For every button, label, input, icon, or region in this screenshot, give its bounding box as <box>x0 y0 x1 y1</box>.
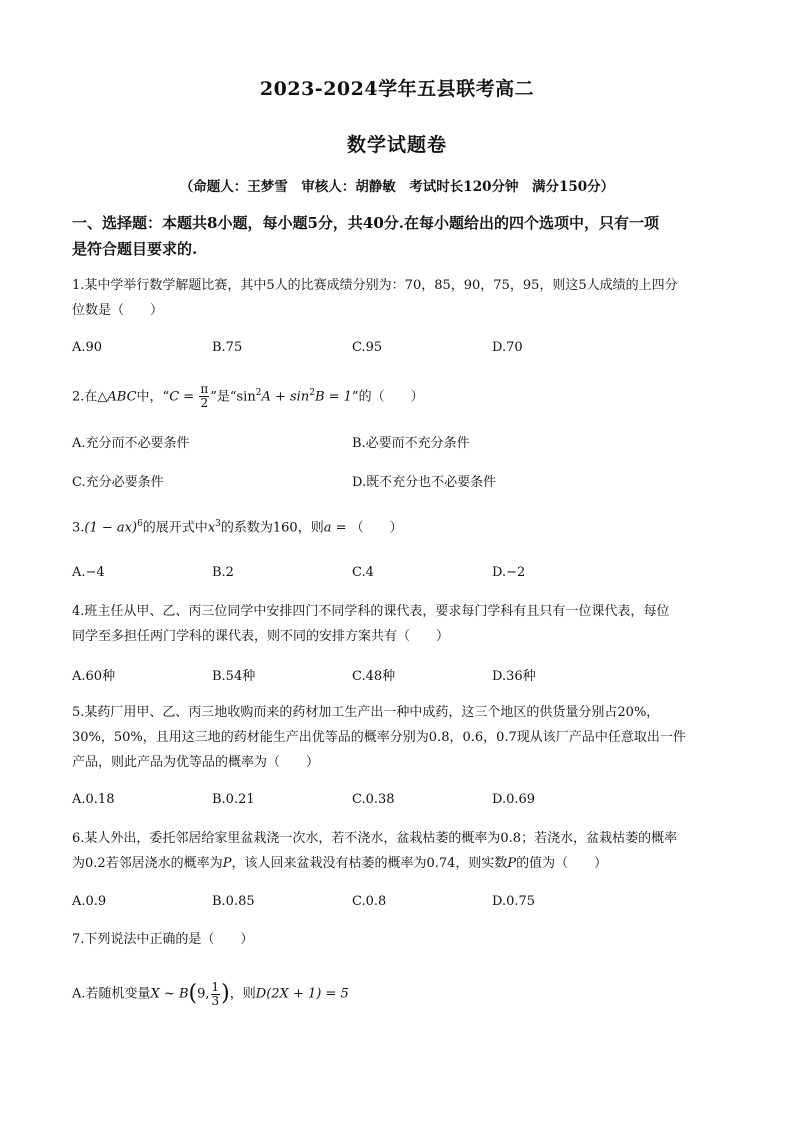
section-line-1: 一、选择题：本题共8小题，每小题5分，共40分.在每小题给出的四个选项中，只有一项 <box>72 214 659 232</box>
question-5 <box>72 700 724 775</box>
q7a-arg: (2X + 1) = 5 <box>266 986 349 1002</box>
q2-option-d: D.既不充分也不必要条件 <box>352 475 497 490</box>
section-line-2: 是符合题目要求的. <box>72 240 198 258</box>
question-3 <box>72 512 724 540</box>
section-heading <box>72 210 724 262</box>
q6-line2b: ，该人回来盆栽没有枯萎的概率为0.74，则实数 <box>231 856 508 871</box>
q3-expr: (1 − ax) <box>84 520 138 536</box>
q7a-lparen: ( <box>188 981 198 1006</box>
q3-exp6: 6 <box>137 519 143 529</box>
question-7-line-1: 7.下列说法中正确的是（ ） <box>72 932 254 947</box>
exam-meta: （命题人：王梦雪 审核人：胡静敏 考试时长120分钟 满分150分） <box>179 179 615 195</box>
exam-subtitle: 数学试题卷 <box>346 134 447 156</box>
q7-option-a <box>72 976 724 1013</box>
question-1-line-2: 位数是（ ） <box>72 303 164 318</box>
q2-cond: A + sin <box>261 389 310 405</box>
q6-line2c: 的值为（ ） <box>516 856 608 871</box>
q7a-mid: ，则 <box>229 986 256 1002</box>
q5-option-d: D.0.69 <box>492 792 536 807</box>
q7a-rparen: ) <box>221 981 230 1006</box>
q2-triangle: ABC <box>107 389 137 405</box>
q4-option-b: B.54种 <box>212 669 256 684</box>
q1-option-c: C.95 <box>352 340 383 355</box>
question-4-line-1: 4.班主任从甲、乙、丙三位同学中安排四门不同学科的课代表，要求每门学科有且只有一位课代表，每位 <box>72 604 670 619</box>
q4-option-d: D.36种 <box>492 669 536 684</box>
q5-option-a: A.0.18 <box>72 792 115 807</box>
q2-option-c: C.充分必要条件 <box>72 475 164 490</box>
q7a-fraction <box>211 981 221 1008</box>
q6-option-b: B.0.85 <box>212 894 255 909</box>
q3-option-c: C.4 <box>352 565 374 580</box>
q1-option-a: A.90 <box>72 340 103 355</box>
q2-mid2: ”是“sin <box>210 389 256 405</box>
q2-option-b: B.必要而不充分条件 <box>352 436 470 451</box>
q1-option-b: B.75 <box>212 340 243 355</box>
q6-line2a: 为0.2若邻居浇水的概率为 <box>72 856 223 871</box>
q2-frac-num: π <box>200 382 209 397</box>
q3-prefix: 3. <box>72 520 85 536</box>
q7a-b: B <box>178 986 189 1002</box>
q2-frac-den: 2 <box>200 396 209 411</box>
question-2 <box>72 378 724 412</box>
q7a-frac-num: 1 <box>211 979 220 994</box>
question-6-line-1: 6.某人外出，委托邻居给家里盆栽浇一次水，若不浇水，盆栽枯萎的概率为0.8；若浇水，盆栽枯萎的概率 <box>72 831 678 846</box>
question-5-line-3: 产品，则此产品为优等品的概率为（ ） <box>72 755 320 770</box>
question-1 <box>72 273 724 323</box>
q7a-frac-den: 3 <box>211 993 220 1008</box>
question-1-line-1: 1.某中学举行数学解题比赛，其中5人的比赛成绩分别为：70，85，90，75，95，则这5人成绩的上四分 <box>72 278 678 293</box>
q2-c-var: C <box>169 389 180 405</box>
q3-option-b: B.2 <box>212 565 234 580</box>
q2-sup-b: 2 <box>309 388 315 398</box>
q2-eq: = <box>179 389 199 405</box>
q1-option-d: D.70 <box>492 340 523 355</box>
q2-mid1: 中，“ <box>136 389 170 405</box>
q6-option-a: A.0.9 <box>72 894 107 909</box>
q6-p: P <box>222 856 232 871</box>
q3-exp3: 3 <box>215 519 221 529</box>
q7a-d: D <box>255 986 267 1002</box>
q6-option-d: D.0.75 <box>492 894 536 909</box>
exam-title: 2023-2024学年五县联考高二 <box>259 78 535 100</box>
q2-sup-a: 2 <box>255 388 262 398</box>
q3-option-d: D.−2 <box>492 565 526 580</box>
q6-p2: P <box>507 856 517 871</box>
q3-option-a: A.−4 <box>72 565 105 580</box>
question-5-line-1: 5.某药厂用甲、乙、丙三地收购而来的药材加工生产出一种中成药，这三个地区的供货量分别占20%， <box>72 705 660 720</box>
question-6-line-2 <box>72 851 724 876</box>
question-4 <box>72 599 724 649</box>
q2-option-a: A.充分而不必要条件 <box>72 436 190 451</box>
q7a-nine: 9, <box>197 986 210 1002</box>
question-6 <box>72 826 724 876</box>
q3-mid: 的展开式中 <box>142 520 208 536</box>
q5-option-c: C.0.38 <box>352 792 395 807</box>
q2-fraction <box>199 383 209 410</box>
q2-prefix: 2.在△ <box>72 389 108 405</box>
q3-a: a <box>323 520 332 536</box>
q3-suffix: = （ ） <box>331 520 403 536</box>
question-5-line-2: 30%，50%，且用这三地的药材能生产出优等品的概率分别为0.8，0.6，0.7现从该厂产品中任意取出一件 <box>72 730 686 745</box>
q3-mid2: 的系数为160，则 <box>220 520 324 536</box>
q4-option-a: A.60种 <box>72 669 116 684</box>
question-4-line-2: 同学至多担任两门学科的课代表，则不同的安排方案共有（ ） <box>72 629 450 644</box>
q7a-prefix: A.若随机变量 <box>72 986 151 1002</box>
q4-option-c: C.48种 <box>352 669 396 684</box>
q6-option-c: C.0.8 <box>352 894 387 909</box>
q2-cond-b: B = 1 <box>314 389 352 405</box>
q3-x: x <box>207 520 216 536</box>
q5-option-b: B.0.21 <box>212 792 255 807</box>
q7a-sim: ~ <box>159 986 179 1002</box>
question-7 <box>72 927 724 952</box>
q2-suffix: ”的（ ） <box>351 389 424 405</box>
q7a-x: X <box>150 986 160 1002</box>
